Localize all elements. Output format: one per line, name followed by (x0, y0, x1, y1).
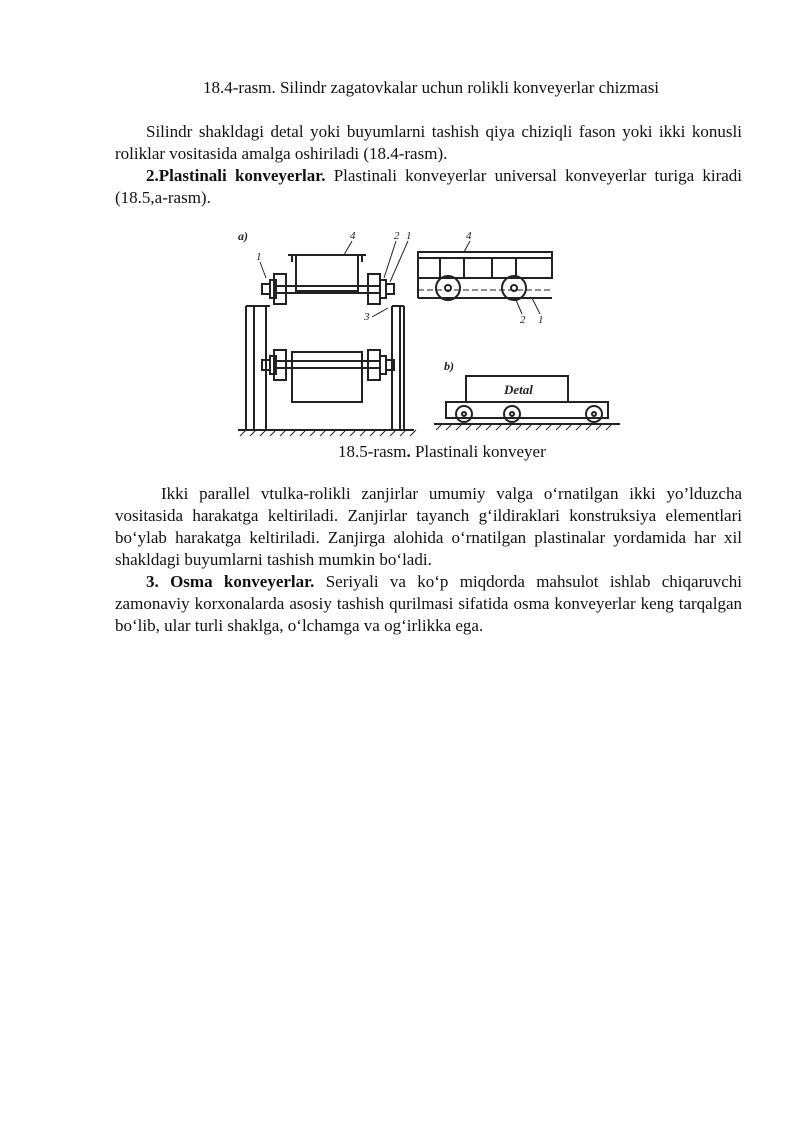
label-num-1-left: 1 (256, 251, 262, 263)
paragraph-osma-text: Seriyali va koʻp miqdorda mahsulot ishlab chiqaruvchi zamonaviy korxonalarda asosiy tashish qurilmasi sifatida osma konveyerlar keng tarqalgan boʻlib, ular turli shaklga, oʻlchamga va ogʻirlikka ega. (115, 572, 742, 635)
paragraph-rolikli: Silindr shakldagi detal yoki buyumlarni tashish qiya chiziqli fason yoki ikki konusli roliklar vositasida amalga oshiriladi (18.4-rasm). (115, 122, 742, 163)
figure-18-5-number: 18.5-rasm (338, 442, 407, 461)
label-b: b) (444, 359, 454, 373)
plate-conveyor-figure (232, 222, 622, 440)
paragraph-plastinali-text: Plastinali konveyerlar universal konveyerlar turiga kiradi (18.5,a-rasm). (115, 166, 743, 207)
label-num-2-top: 2 (394, 230, 400, 242)
paragraph-zanjirlar: Ikki parallel vtulka-rolikli zanjirlar umumiy valga oʻrnatilgan ikki yo’lduzcha vositasida harakatga keltiriladi. Zanjirlar tayanch gʻildiraklari konstruksiya elementlari boʻylab harakatga keltiriladi. Zanjirga alohida oʻrnatilgan plastinalar yordamida har xil shakldagi buyumlarni tashish mumkin boʻladi. (115, 484, 742, 569)
label-num-2-side: 2 (520, 314, 526, 326)
paragraph-plastinali (115, 165, 742, 209)
section-heading-plastinali: 2.Plastinali konveyerlar. (146, 166, 326, 185)
label-num-4-side: 4 (466, 230, 472, 242)
figure-18-4-caption: 18.4-rasm. Silindr zagatovkalar uchun rolikli konveyerlar chizmasi (203, 78, 660, 97)
detal-label: Detal (504, 382, 533, 397)
figure-18-5-dot: . (406, 442, 411, 461)
label-num-1-side: 1 (538, 314, 544, 326)
label-a: a) (238, 229, 248, 243)
paragraph-osma (115, 571, 742, 637)
section-heading-osma: 3. Osma konveyerlar. (146, 572, 315, 591)
label-num-1-top: 1 (406, 230, 412, 242)
figure-18-5-title: Plastinali konveyer (410, 442, 546, 461)
figure-18-5-caption (338, 441, 546, 463)
label-num-4-top: 4 (350, 230, 356, 242)
label-num-3: 3 (364, 311, 370, 323)
